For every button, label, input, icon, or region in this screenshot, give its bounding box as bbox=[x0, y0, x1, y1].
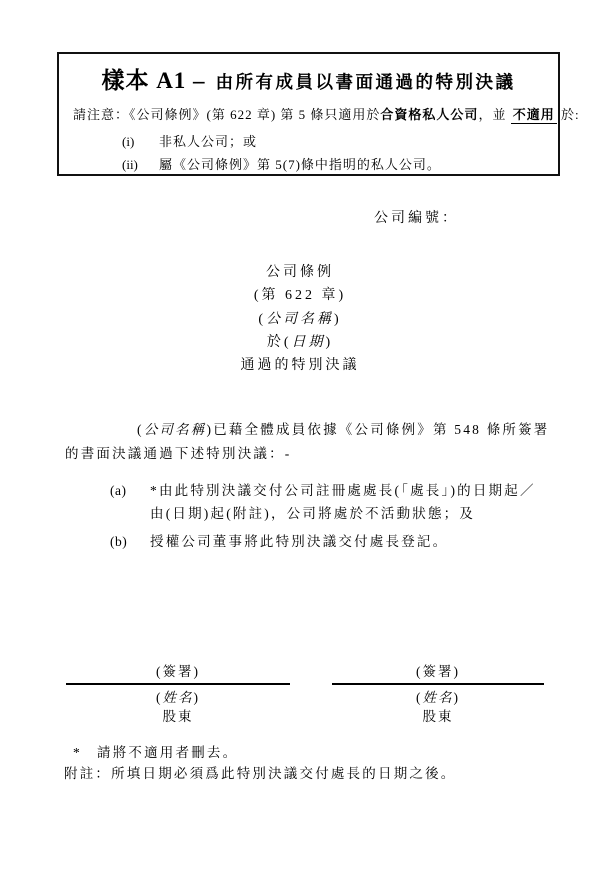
resolution-b-text bbox=[150, 530, 548, 553]
paragraph-text: )已藉全體成員依據《公司條例》第 548 條所簽署 bbox=[206, 422, 550, 437]
item-text: 屬《公司條例》第 5(7)條中指明的私人公司。 bbox=[159, 157, 441, 172]
company-name-italic: 公司名稱 bbox=[266, 311, 334, 327]
paren-open: ( bbox=[156, 690, 163, 705]
paren-open: ( bbox=[416, 690, 423, 705]
item-marker-b: (b) bbox=[110, 534, 128, 549]
chapter-number: (第 622 章) bbox=[253, 288, 347, 304]
resolution-a-text bbox=[150, 479, 548, 525]
asterisk-marker: * bbox=[73, 745, 80, 760]
paren-open: ( bbox=[137, 422, 144, 437]
company-name-italic: 公司名稱 bbox=[143, 422, 207, 437]
shareholder-label: 股東 bbox=[162, 709, 194, 724]
name-placeholder bbox=[332, 688, 544, 707]
form-title bbox=[59, 62, 558, 95]
notice-item-i bbox=[122, 130, 558, 153]
paren-close: ) bbox=[453, 690, 460, 705]
date-footnote: 附註：所填日期必須爲此特別決議交付處長的日期之後。 bbox=[64, 766, 457, 781]
company-name-placeholder bbox=[0, 308, 600, 331]
name-placeholder bbox=[66, 688, 290, 707]
notice-box bbox=[57, 52, 580, 176]
item-marker: (ii) bbox=[122, 157, 138, 172]
resolution-item-a bbox=[110, 479, 548, 525]
notice-item-ii bbox=[122, 153, 558, 176]
paren-close: ) bbox=[325, 334, 334, 350]
date-placeholder bbox=[0, 331, 600, 354]
name-italic: 姓名 bbox=[422, 690, 454, 705]
resolution-a-line-2: 由(日期)起(附註)，公司將處於不活動狀態；及 bbox=[150, 506, 476, 521]
signature-line bbox=[332, 683, 544, 685]
notice-tail: 於: bbox=[556, 107, 580, 122]
footnotes bbox=[64, 742, 457, 784]
resolution-b-line-1: 授權公司董事將此特別決議交付處長登記。 bbox=[150, 534, 449, 549]
resolution-paragraph bbox=[65, 418, 557, 465]
resolution-type-line: 通過的特別決議 bbox=[240, 358, 360, 374]
resolution-heading bbox=[0, 261, 600, 377]
sign-label: (簽署) bbox=[156, 664, 200, 679]
item-text: 非私人公司；或 bbox=[159, 134, 258, 149]
date-italic: 日期 bbox=[291, 334, 326, 350]
paragraph-line-1 bbox=[65, 418, 557, 442]
name-italic: 姓名 bbox=[162, 690, 194, 705]
shareholder-label: 股東 bbox=[422, 709, 454, 724]
notice-lead: 請注意：《公司條例》(第 622 章) 第 5 條只適用於 bbox=[73, 107, 381, 122]
form-title-prefix: 樣本 A1 – bbox=[101, 68, 206, 93]
notice-list bbox=[59, 130, 558, 176]
notice-mid: ，並 bbox=[478, 107, 511, 122]
form-title-main: 由所有成員以書面通過的特別決議 bbox=[215, 72, 516, 92]
notice-text bbox=[73, 104, 580, 123]
not-applicable-term: 不適用 bbox=[512, 107, 555, 122]
deletion-footnote bbox=[64, 742, 457, 763]
qualified-company-term: 合資格私人公司 bbox=[380, 107, 479, 122]
paren-close: ) bbox=[334, 311, 342, 327]
resolution-item-b bbox=[110, 530, 548, 553]
resolution-a-line-1: *由此特別決議交付公司註冊處處長(「處長」)的日期起／ bbox=[150, 483, 536, 498]
deletion-footnote-text: 請將不適用者刪去。 bbox=[97, 745, 239, 760]
company-number-label: 公司編號： bbox=[374, 211, 459, 226]
item-marker: (i) bbox=[122, 134, 135, 149]
signature-block-left bbox=[66, 661, 290, 726]
paragraph-line-2: 的書面決議通過下述特別決議：- bbox=[65, 445, 292, 461]
paren-open: ( bbox=[258, 311, 266, 327]
sign-label: (簽署) bbox=[416, 664, 460, 679]
date-prefix: 於( bbox=[266, 334, 292, 350]
signature-block-right bbox=[332, 661, 544, 726]
signature-line bbox=[66, 683, 290, 685]
paren-close: ) bbox=[193, 690, 200, 705]
ordinance-title: 公司條例 bbox=[266, 265, 334, 280]
item-marker-a: (a) bbox=[110, 483, 127, 498]
